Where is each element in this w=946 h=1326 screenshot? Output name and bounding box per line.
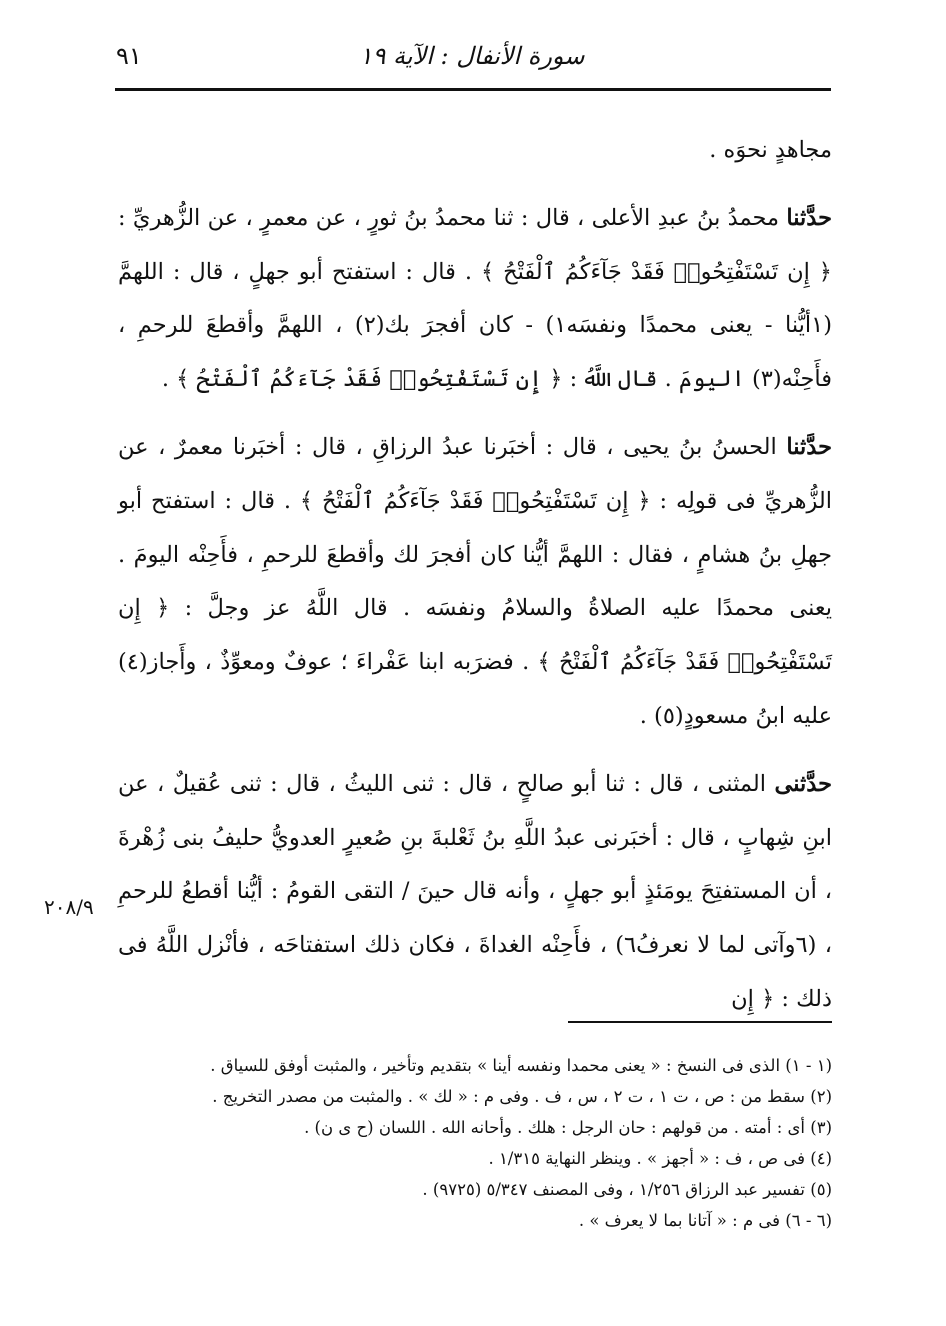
paragraph-lead: حدَّثنا: [786, 204, 832, 231]
footnote-5: (٥) تفسير عبد الرزاق ١/٢٥٦ ، وفى المصنف ٥/٣٤٧ (٩٧٢٥) .: [422, 1180, 832, 1199]
main-text: [118, 124, 832, 1027]
footnotes: [160, 1050, 832, 1236]
header-title: سورة الأنفال : الآية ١٩: [359, 42, 585, 70]
paragraph-lead: حدَّثنا: [786, 433, 832, 460]
footnote-2: (٢) سقط من : ص ، ت ١ ، ت ٢ ، س ، ف . وفى م : « لك » . والمثبت من مصدر التخريج .: [212, 1087, 832, 1106]
footnote-1: (١ - ١) الذى فى النسخ : « يعنى محمدا ونفسه أينا » بتقديم وتأخير ، والمثبت أوفق للسياق .: [210, 1056, 832, 1075]
paragraph-4: [118, 758, 832, 1027]
paragraph-text: المثنى ، قال : ثنا أبو صالحٍ ، قال : ثنى الليثُ ، قال : ثنى عُقيلٌ ، عن ابنِ شِهابٍ ، قال : أخبَرنى عبدُ اللَّهِ بنُ ثَعْلبةَ بنِ صُعيرٍ العدويُّ حليفُ بنى زُهْرةَ ، أن المستفتِحَ يومَئذٍ أبو جهلٍ ، وأنه قال حينَ / التقى القومُ : أيُّنا أقطعُ للرحمِ ، (٦وآتى لما لا نعرفُ٦) ، فأَحِنْه الغداةَ ، فكان ذلك استفتاحَه ، فأنْزل اللَّهُ فى ذلك : ﴿ إِن: [118, 770, 832, 1012]
paragraph-text: محمدُ بنُ عبدِ الأعلى ، قال : ثنا محمدُ بنُ ثورٍ ، عن معمرٍ ، عن الزُّهريِّ : ﴿ إِن تَسْتَفْتِحُوا۟ فَقَدْ جَآءَكُمُ ٱلْفَتْحُ ﴾ . قال : استفتح أبو جهلٍ ، قال : اللهمَّ (١أيُّنا - يعنى محمدًا ونفسَه١) - كان أفجرَ بك(٢) ، اللهمَّ وأقطعَ للرحمِ ، فأَحِنْه(٣) اليومَ . قال اللَّهُ : ﴿ إِن تَسْتَفْتِحُوا۟ فَقَدْ جَآءَكُمُ ٱلْفَتْحُ ﴾ .: [118, 204, 833, 393]
paragraph-2: [118, 192, 832, 407]
paragraph-3: [118, 421, 832, 744]
paragraph-gap: [118, 407, 832, 421]
margin-reference: ٢٠٨/٩: [44, 895, 94, 919]
footnote-divider: [568, 1021, 832, 1023]
footnote-4: (٤) فى ص ، ف : « أجهز » . وينظر النهاية ١/٣١٥ .: [488, 1149, 832, 1168]
paragraph-text: مجاهدٍ نحوَه .: [709, 137, 832, 163]
paragraph-1: [118, 124, 832, 178]
footnote-6: (٦ - ٦) فى م : « آتانا بما لا يعرف » .: [578, 1211, 832, 1230]
paragraph-lead: حدَّثنى: [774, 770, 832, 797]
footnote-3: (٣) أى : أمته . من قولهم : حان الرجل : هلك . وأحانه الله . اللسان (ح ى ن) .: [304, 1118, 832, 1137]
paragraph-gap: [118, 178, 832, 192]
paragraph-text: الحسنُ بنُ يحيى ، قال : أخبَرنا عبدُ الرزاقِ ، قال : أخبَرنا معمرٌ ، عن الزُّهريِّ فى قولِه : ﴿ إِن تَسْتَفْتِحُوا۟ فَقَدْ جَآءَكُمُ ٱلْفَتْحُ ﴾ . قال : استفتح أبو جهلِ بنُ هشامٍ ، فقال : اللهمَّ أيُّنا كان أفجرَ لك وأقطعَ للرحمِ ، فأَحِنْه اليومَ . يعنى محمدًا عليه الصلاةُ والسلامُ ونفسَه . قال اللَّهُ عز وجلَّ : ﴿ إِن تَسْتَفْتِحُوا۟ فَقَدْ جَآءَكُمُ ٱلْفَتْحُ ﴾ . فضرَبه ابنا عَفْراءَ ؛ عوفٌ ومعوِّذٌ ، وأَجاز(٤) عليه ابنُ مسعودٍ(٥) .: [118, 433, 832, 729]
paragraph-gap: [118, 744, 832, 758]
running-header: [112, 40, 832, 84]
header-divider: [115, 88, 831, 91]
page-number: ٩١: [116, 42, 142, 70]
